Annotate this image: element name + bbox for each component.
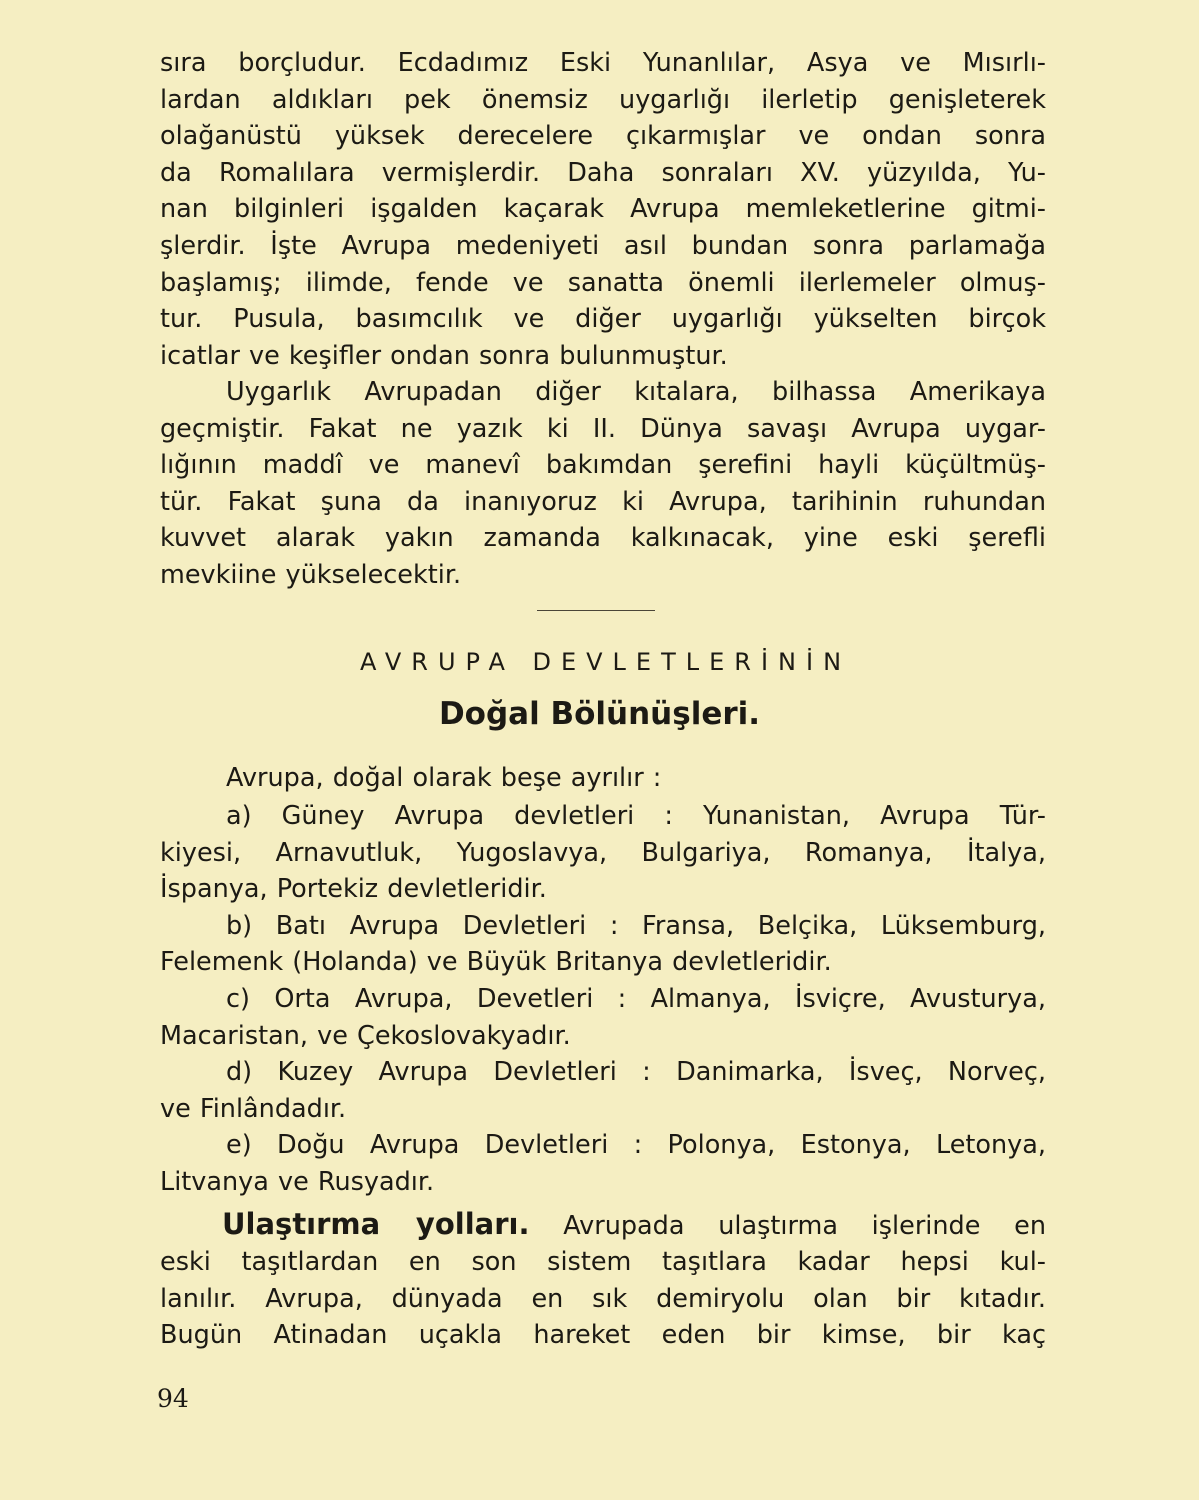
text-line: sıra borçludur. Ecdadımız Eski Yunanlılar, Asya ve Mısırlı- <box>160 48 1046 78</box>
region-line: c) Orta Avrupa, Devetleri : Almanya, İsviçre, Avusturya, <box>226 983 1046 1014</box>
intro-line: Avrupa, doğal olarak beşe ayrılır : <box>226 763 662 793</box>
region-line: Macaristan, ve Çekoslovakyadır. <box>160 1020 571 1051</box>
text-line: nan bilginleri işgalden kaçarak Avrupa memleketlerine gitmi- <box>160 194 1046 225</box>
section-title: Doğal Bölünüşleri. <box>438 696 761 732</box>
text-line: başlamış; ilimde, fende ve sanatta önemli ilerlemeler olmuş- <box>160 267 1046 298</box>
region-line: b) Batı Avrupa Devletleri : Fransa, Belçika, Lüksemburg, <box>226 910 1046 941</box>
text-line: geçmiştir. Fakat ne yazık ki II. Dünya savaşı Avrupa uygar- <box>160 413 1046 444</box>
page-number: 94 <box>157 1384 189 1413</box>
text-line: kuvvet alarak yakın zamanda kalkınacak, yine eski şerefli <box>160 523 1046 554</box>
section-divider <box>537 610 655 611</box>
transport-heading: Ulaştırma yolları. <box>222 1207 530 1241</box>
text-line: olağanüstü yüksek derecelere çıkarmışlar ve ondan sonra <box>160 121 1046 152</box>
region-line: Litvanya ve Rusyadır. <box>160 1166 435 1197</box>
text-line: icatlar ve keşifler ondan sonra bulunmuştur. <box>160 340 728 371</box>
region-line: kiyesi, Arnavutluk, Yugoslavya, Bulgariya, Romanya, İtalya, <box>160 837 1046 868</box>
text-line: tur. Pusula, basımcılık ve diğer uygarlığı yükselten birçok <box>160 304 1046 335</box>
text-line: lığının maddî ve manevî bakımdan şerefini hayli küçültmüş- <box>160 450 1046 481</box>
text-line: da Romalılara vermişlerdir. Daha sonraları XV. yüzyılda, Yu- <box>160 157 1046 188</box>
region-line: ve Finlândadır. <box>160 1093 347 1124</box>
text-line: lanılır. Avrupa, dünyada en sık demiryolu olan bir kıtadır. <box>160 1283 1046 1314</box>
text-line: Uygarlık Avrupadan diğer kıtalara, bilhassa Amerikaya <box>226 377 1046 407</box>
paragraph-civilization-spread <box>160 374 1046 594</box>
section-heading: AVRUPA DEVLETLERİNİN <box>359 648 852 676</box>
text-line: şlerdir. İşte Avrupa medeniyeti asıl bundan sonra parlamağa <box>160 230 1046 261</box>
region-line: d) Kuzey Avrupa Devletleri : Danimarka, İsveç, Norveç, <box>226 1057 1046 1088</box>
region-line: Felemenk (Holanda) ve Büyük Britanya devletleridir. <box>160 947 832 978</box>
paragraph-transport <box>160 1204 1046 1354</box>
transport-first-line-text: Avrupada ulaştırma işlerinde en <box>563 1211 1046 1241</box>
region-line: İspanya, Portekiz devletleridir. <box>160 874 547 905</box>
region-line: a) Güney Avrupa devletleri : Yunanistan, Avrupa Tür- <box>226 801 1046 831</box>
paragraph-civilization-history <box>160 45 1046 374</box>
text-line: mevkiine yükselecektir. <box>160 559 462 590</box>
regions-list <box>160 758 1046 1201</box>
text-line: tür. Fakat şuna da inanıyoruz ki Avrupa, tarihinin ruhundan <box>160 486 1046 517</box>
text-line: Bugün Atinadan uçakla hareket eden bir kimse, bir kaç <box>160 1320 1046 1351</box>
text-line: eski taşıtlardan en son sistem taşıtlara kadar hepsi kul- <box>160 1247 1046 1277</box>
text-line: lardan aldıkları pek önemsiz uygarlığı ilerletip genişleterek <box>160 84 1046 115</box>
region-line: e) Doğu Avrupa Devletleri : Polonya, Estonya, Letonya, <box>226 1130 1046 1161</box>
transport-first-line <box>160 1204 1046 1244</box>
